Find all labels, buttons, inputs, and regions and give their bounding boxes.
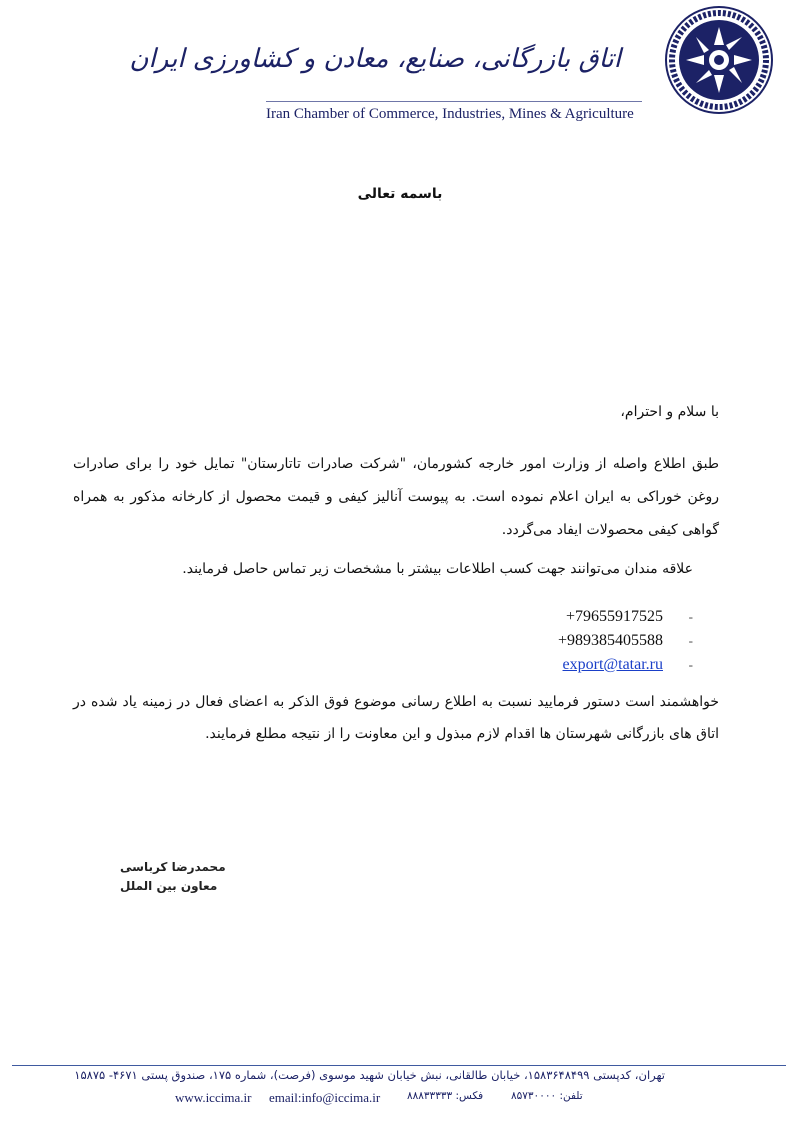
contact-list: [453, 605, 693, 677]
footer-fax: فکس: ۸۸۸۳۳۳۳۳: [407, 1090, 484, 1102]
paragraph-contact-intro: علاقه مندان می‌توانند جهت کسب اطلاعات بیشتر با مشخصات زیر تماس حاصل فرمایند.: [182, 561, 693, 577]
header-divider: [266, 101, 642, 102]
footer-address: تهران، کدپستی ۱۵۸۳۶۴۸۴۹۹، خیابان طالقانی، نبش خیابان شهید موسوی (فرصت)، شماره ۱۷۵، صندوق پستی ۴۶۷۱- ۱۵۸۷۵: [74, 1068, 665, 1082]
footer-website-link[interactable]: www.iccima.ir: [175, 1090, 252, 1105]
contact-phone-2: +989385405588: [557, 632, 663, 649]
signature-name: محمدرضا کرباسی: [120, 860, 226, 874]
greeting: با سلام و احترام،: [620, 404, 719, 420]
footer-contact-line: [175, 1090, 595, 1108]
signature-title: معاون بین الملل: [120, 879, 218, 893]
footer-phone: تلفن: ۸۵۷۳۰۰۰۰: [511, 1090, 583, 1102]
contact-email-link[interactable]: export@tatar.ru: [562, 656, 663, 673]
list-item: [453, 605, 693, 629]
list-item: [453, 653, 693, 677]
list-item: [453, 629, 693, 653]
letter-heading: باسمه تعالی: [357, 186, 443, 202]
paragraph-announcement: طبق اطلاع واصله از وزارت امور خارجه کشورمان، "شرکت صادرات تاتارستان" تمایل خود را برای صادرات روغن خوراکی به ایران اعلام نموده است. به پیوست آنالیز کیفی و قیمت محصول از کارخانه مذکور به همراه گواهی کیفی محصولات ایفاد می‌گردد.: [73, 456, 719, 538]
chamber-emblem-icon: [664, 5, 774, 115]
contact-phone-1: +79655917525: [565, 608, 663, 625]
organization-title-fa: اتاق بازرگانی، صنایع، معادن و کشاورزی ایران: [129, 44, 621, 74]
bullet-dash: -: [688, 657, 693, 672]
bullet-dash: -: [688, 633, 693, 648]
bullet-dash: -: [688, 609, 693, 624]
organization-title-en: Iran Chamber of Commerce, Industries, Mines & Agriculture: [266, 106, 634, 122]
footer-email-link[interactable]: email:info@iccima.ir: [269, 1090, 381, 1105]
paragraph-request: خواهشمند است دستور فرمایید نسبت به اطلاع رسانی موضوع فوق الذکر به اعضای فعال در زمینه یاد شده در اتاق های بازرگانی شهرستان ها اقدام لازم مبذول و این معاونت را از نتیجه مطلع فرمایند.: [73, 694, 719, 742]
footer-divider: [12, 1065, 786, 1066]
